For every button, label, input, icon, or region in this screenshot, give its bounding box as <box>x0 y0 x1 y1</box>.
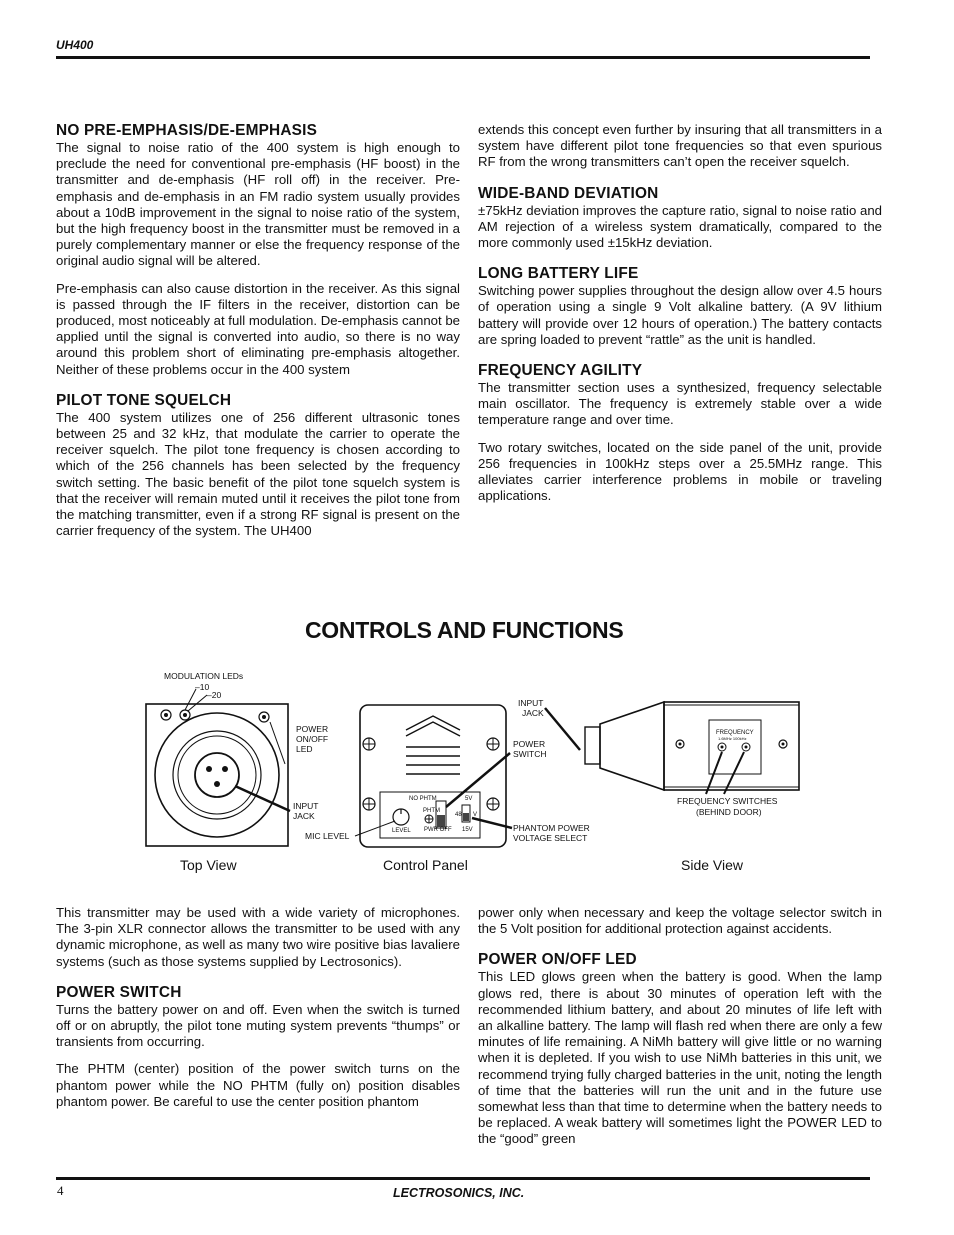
header-rule <box>56 56 870 59</box>
paragraph: The PHTM (center) position of the power switch turns on the phantom power while the NO PHTM (fully on) position disables phantom power. Be careful to use the center position phantom <box>56 1061 460 1109</box>
label-v-small: V <box>473 812 478 818</box>
label-minus20: –20 <box>207 690 222 700</box>
frequency-switch-1 <box>718 743 726 751</box>
mic-level-knob <box>393 809 409 825</box>
label-phantom-2: VOLTAGE SELECT <box>513 833 588 843</box>
label-power-led-2: ON/OFF <box>296 734 329 744</box>
label-phtm: PHTM <box>423 808 440 814</box>
section <box>56 122 460 378</box>
caption-control-panel: Control Panel <box>383 857 468 873</box>
bottom-left-column <box>56 905 460 1124</box>
top-right-column <box>478 122 882 518</box>
paragraph: Switching power supplies throughout the design allow over 4.5 hours of operation using a single 9 Volt alkaline battery. (A 9V lithium battery will provide over 12 hours of operation.) The battery contacts are spring loaded to prevent “rattle” as the unit is handled. <box>478 283 882 347</box>
label-input-jack-top-2: JACK <box>522 708 544 718</box>
power-led <box>259 712 269 722</box>
section-heading: LONG BATTERY LIFE <box>478 265 639 283</box>
section <box>478 265 882 348</box>
section-heading: FREQUENCY AGILITY <box>478 362 643 380</box>
label-freq-switches-1: FREQUENCY SWITCHES <box>677 796 778 806</box>
paragraph: The 400 system utilizes one of 256 different ultrasonic tones between 25 and 32 kHz, that modulate the carrier to operate the receiver squelch. The pilot tone frequency is chosen according to which of the 256 channels has been selected by the frequency switch setting. The basic benefit of the pilot tone squelch system is that the receiver will remain muted until it receives the pilot tone from the matching transmitter, even if a strong RF signal is present on the carrier frequency of the system. The UH400 <box>56 409 460 539</box>
top-view-drawing <box>146 689 290 846</box>
voltage-select-switch <box>462 805 470 822</box>
label-power-switch-2: SWITCH <box>513 749 547 759</box>
paragraph: This LED glows green when the battery is good. When the lamp glows red, there is about 30 minutes of operation left with the recommended lithium battery, and about 20 minutes of life left with an alkalline battery. The lamp will flash red when there are only a few minutes of life remaining. A NiMh battery will give little or no warning when it is depleted. If you wish to use NiMh batteries in this unit, we recommend trying fully charged batteries in the unit, noting the length of time that the batteries will run the unit and in the future use somewhat less than that time to determine when the battery needs to be replaced. A weak battery will sometimes light the POWER LED to the “good” green <box>478 969 882 1147</box>
section-heading: POWER ON/OFF LED <box>478 951 637 969</box>
section <box>478 905 882 937</box>
side-view-drawing <box>545 702 799 794</box>
frequency-switch-2 <box>742 743 750 751</box>
paragraph: extends this concept even further by insuring that all transmitters in a system have different pilot tone frequencies so that even spurious RF from the wrong transmitters can’t open the receiver squelch. <box>478 122 882 170</box>
section <box>478 951 882 1147</box>
paragraph: The signal to noise ratio of the 400 system is high enough to preclude the need for conventional pre-emphasis (HF boost) in the transmitter and de-emphasis (HF roll off) in the receiver. Pre-emphasis and de-emphasis in an FM radio system usually provides about a 10dB improvement in the signal to noise ratio of the system, but the high frequency boost in the transmitter must be removed in a purely complementary manner or else the frequency response of the original audio signal will be altered. <box>56 140 460 269</box>
paragraph: ±75kHz deviation improves the capture ratio, signal to noise ratio and AM rejection of a wireless system dramatically, compared to the more commonly used ±15kHz deviation. <box>478 202 882 251</box>
led-minus10 <box>161 710 171 720</box>
label-freq-switches-2: (BEHIND DOOR) <box>696 807 762 817</box>
footer-company: LECTROSONICS, INC. <box>393 1186 525 1200</box>
label-48: 48 <box>455 812 462 818</box>
paragraph: Turns the battery power on and off. Even when the switch is turned off or on abruptly, the pilot tone muting system prevents “thumps” or transients from occurring. <box>56 1001 460 1050</box>
caption-side-view: Side View <box>681 857 744 873</box>
section-heading: WIDE-BAND DEVIATION <box>478 184 659 202</box>
label-5v: 5V <box>465 796 473 802</box>
panel-screw-br <box>487 798 499 810</box>
section-heading: PILOT TONE SQUELCH <box>56 391 232 409</box>
label-frequency: FREQUENCY <box>716 730 754 736</box>
paragraph: Pre-emphasis can also cause distortion in the receiver. As this signal is passed through the IF filters in the receiver, distortion can be produced, most noticeably at full modulation. De-emphasis cannot be applied until the signal is converted into audio, so there is no way around this problem short of eliminating pre-emphasis altogether. Neither of these problems occur in the 400 system <box>56 280 460 377</box>
panel-screw-tr <box>487 738 499 750</box>
control-panel-drawing <box>355 705 512 847</box>
section <box>478 362 882 504</box>
section <box>56 905 460 970</box>
panel-screw-tl <box>363 738 375 750</box>
label-freq-steps: 1.6MHz 100kHz <box>718 736 747 741</box>
paragraph: Two rotary switches, located on the side panel of the unit, provide 256 frequencies in 100kHz steps over a 25.5MHz range. This alleviates carrier interference problems in mobile or traveling applications. <box>478 439 882 504</box>
controls-title: CONTROLS AND FUNCTIONS <box>305 617 624 643</box>
label-modulation-leds: MODULATION LEDs <box>164 671 244 681</box>
paragraph: This transmitter may be used with a wide variety of microphones. The 3-pin XLR connector allows the transmitter to be used with any dynamic microphone, as well as many two wire positive bias lavaliere systems (such as those systems supplied by Lectrosonics). <box>56 905 460 969</box>
power-switch <box>436 801 446 828</box>
section <box>478 185 882 252</box>
section-heading: NO PRE-EMPHASIS/DE-EMPHASIS <box>56 122 318 139</box>
panel-screw-bl <box>363 798 375 810</box>
page-number: 4 <box>57 1183 64 1198</box>
label-no-phtm: NO PHTM <box>409 796 437 802</box>
label-level: LEVEL <box>392 828 411 834</box>
label-minus10: –10 <box>195 682 210 692</box>
section <box>56 984 460 1110</box>
section-heading: POWER SWITCH <box>56 983 182 1001</box>
caption-top-view: Top View <box>180 857 237 873</box>
label-phantom-1: PHANTOM POWER <box>513 823 590 833</box>
section <box>478 122 882 171</box>
label-mic-level: MIC LEVEL <box>305 831 350 841</box>
top-left-column <box>56 122 460 553</box>
label-input-jack-left-1: INPUT <box>293 801 319 811</box>
label-power-switch-1: POWER <box>513 739 546 749</box>
label-input-jack-top-1: INPUT <box>518 698 544 708</box>
label-power-led-3: LED <box>296 744 313 754</box>
label-15v: 15V <box>462 827 473 833</box>
label-input-jack-left-2: JACK <box>293 811 315 821</box>
header-model: UH400 <box>56 38 94 52</box>
section <box>56 392 460 540</box>
led-minus20 <box>180 710 190 720</box>
controls-diagram <box>140 668 820 888</box>
bottom-right-column <box>478 905 882 1162</box>
label-power-led-1: POWER <box>296 724 329 734</box>
paragraph: The transmitter section uses a synthesized, frequency selectable main oscillator. The frequency is extremely stable over a wide temperature range and over time. <box>478 380 882 428</box>
label-pwr-off: PWR OFF <box>424 827 452 833</box>
paragraph: power only when necessary and keep the voltage selector switch in the 5 Volt position for additional protection against accidents. <box>478 905 882 937</box>
footer-rule <box>56 1177 870 1180</box>
